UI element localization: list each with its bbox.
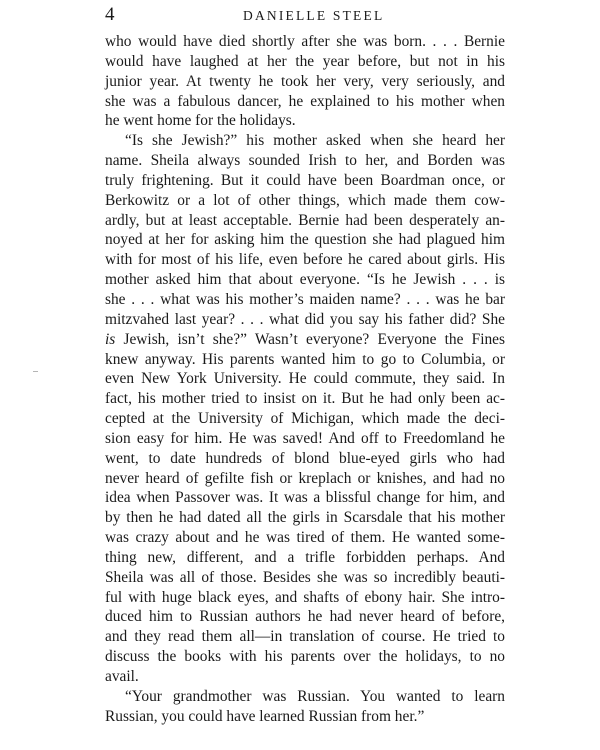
text-line: is Jewish, isn’t she?” Wasn’t everyone? Everyone the Fines xyxy=(105,330,505,348)
running-head-author: DANIELLE STEEL xyxy=(243,8,385,23)
text-line: Sheila was all of those. Besides she was so incredibly beauti- xyxy=(105,568,505,586)
margin-mark xyxy=(33,371,38,372)
page-number: 4 xyxy=(105,4,115,25)
text-line: avail. xyxy=(105,668,139,685)
text-line: truly frightening. But it could have been Boardman once, or xyxy=(105,171,505,189)
text-line: Berkowitz or a lot of other things, which made them cow- xyxy=(105,191,505,209)
text-line: “Your grandmother was Russian. You wanted to learn xyxy=(125,687,505,705)
text-line: sion easy for him. He was saved! And off to Freedomland he xyxy=(105,429,505,447)
text-line: and they read them all—in translation of course. He tried to xyxy=(105,628,505,646)
paragraph xyxy=(105,687,505,727)
text-line: went, to date hundreds of blond blue-eyed girls who had xyxy=(105,449,505,467)
text-line: name. Sheila always sounded Irish to her, and Borden was xyxy=(105,152,505,170)
text-line: discuss the books with his parents over the holidays, to no xyxy=(105,648,505,666)
text-line: mother asked him that about everyone. “Is he Jewish . . . is xyxy=(105,271,505,289)
text-line: was crazy about and he was tired of them. He wanted some- xyxy=(105,529,505,547)
text-line: she . . . what was his mother’s maiden name? . . . was he bar xyxy=(105,290,505,308)
text-line: even New York University. He could commute, they said. In xyxy=(105,370,505,388)
text-line: idea when Passover was. It was a blissful change for him, and xyxy=(105,489,505,507)
paragraph xyxy=(105,32,505,131)
text-line: duced him to Russian authors he had never heard of before, xyxy=(105,608,505,626)
text-line: would have laughed at her the year before, but not in his xyxy=(105,52,505,70)
text-line: by then he had dated all the girls in Scarsdale that his mother xyxy=(105,509,505,527)
text-line: he went home for the holidays. xyxy=(105,112,296,130)
text-line: “Is she Jewish?” his mother asked when she heard her xyxy=(125,132,505,150)
text-line: ardly, but at least acceptable. Bernie had been desperately an- xyxy=(105,211,505,229)
text-line: mitzvahed last year? . . . what did you say his father did? She xyxy=(105,310,505,328)
text-line: noyed at her for asking him the question she had plagued him xyxy=(105,231,505,249)
text-line: knew anyway. His parents wanted him to go to Columbia, or xyxy=(105,350,505,368)
text-line: thing new, different, and a trifle forbidden perhaps. And xyxy=(105,548,505,566)
text-line: Russian, you could have learned Russian from her.” xyxy=(105,707,425,725)
text-line: cepted at the University of Michigan, which made the deci- xyxy=(105,410,505,428)
text-line: never heard of gefilte fish or kreplach or knishes, and had no xyxy=(105,469,505,487)
text-line: who would have died shortly after she was born. . . . Bernie xyxy=(105,33,505,50)
text-line: she was a fabulous dancer, he explained to his mother when xyxy=(105,92,505,110)
emphasized-word: is xyxy=(105,330,116,348)
text-line: ful with huge black eyes, and shafts of ebony hair. She intro- xyxy=(105,588,505,606)
text-line: junior year. At twenty he took her very, very seriously, and xyxy=(105,72,505,90)
body-text xyxy=(105,32,505,727)
text-line: fact, his mother tried to insist on it. But he had only been ac- xyxy=(105,390,505,408)
page-header xyxy=(105,4,505,26)
paragraph xyxy=(105,131,505,687)
text-line: with for most of his life, even before he cared about girls. His xyxy=(105,251,505,269)
